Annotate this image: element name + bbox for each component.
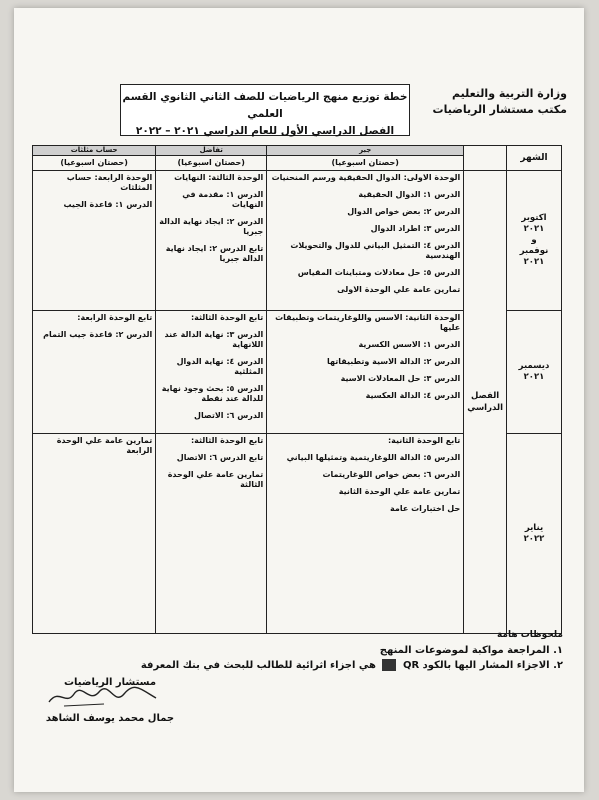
trig-cell	[33, 311, 156, 434]
cell-text: تمارين عامة علي الوحدة الثالثة	[167, 470, 264, 489]
month-cell	[507, 171, 562, 311]
cell-text: الوحدة الثالثة: النهايات	[174, 173, 264, 182]
cell-text: الدرس ١: قاعدة الجيب	[63, 200, 153, 209]
plan-title-box	[120, 84, 410, 136]
cell-text: الدرس ٥: حل معادلات ومتباينات المقياس	[297, 268, 461, 277]
calculus-cell	[156, 171, 267, 311]
notes-section	[141, 628, 563, 673]
notes-heading: ملحوظات هامة	[496, 630, 563, 640]
signer-name: جمال محمد يوسف الشاهد	[45, 713, 175, 724]
cell-text: الدرس ٤: نهاية الدوال المثلثية	[176, 357, 264, 376]
plan-subtitle: الفصل الدراسي الأول للعام الدراسي ٢٠٢١ – ٢٠٢٢	[135, 125, 395, 137]
cell-text: تابع الدرس ٦: الاتصال	[176, 453, 264, 462]
cell-text: تابع الوحدة الثالثة:	[190, 436, 264, 445]
cell-text: الدرس ٥: بحث وجود نهاية للدالة عند نقطة	[161, 384, 264, 403]
calculus-cell	[156, 434, 267, 634]
note-item: ١. المراجعة مواكبة لموضوعات المنهج	[379, 645, 563, 656]
semester-header	[464, 146, 507, 171]
algebra-cell	[267, 311, 464, 434]
month-cell	[507, 434, 562, 634]
cell-text: الدرس ٣: حل المعادلات الاسية	[340, 374, 461, 383]
cell-text: الدرس ٢: بعض خواص الدوال	[347, 207, 461, 216]
cell-text: الدرس ٥: الدالة اللوغاريتمية وتمثيلها البياني	[286, 453, 461, 462]
cell-text: الدرس ٢: الدالة الاسية وتطبيقاتها	[326, 357, 461, 366]
semester-cell	[464, 171, 507, 634]
table-header-row	[33, 146, 562, 156]
cell-text: الدرس ٤: الدالة العكسية	[365, 391, 461, 400]
month-name: يناير	[524, 522, 544, 533]
month-name: نوفمبر	[519, 246, 549, 256]
table-row	[33, 171, 562, 311]
month-conjunction: و	[531, 235, 537, 245]
cell-text: تمارين عامة علي الوحدة الاولى	[337, 285, 461, 294]
handwritten-signature-icon	[44, 684, 164, 710]
calculus-header: تفاضل	[156, 146, 267, 156]
month-header: الشهر	[507, 146, 562, 171]
month-cell	[507, 311, 562, 434]
month-year: ٢٠٢٢	[523, 533, 545, 544]
note-text: ٢. الاجزاء المشار اليها بالكود	[422, 660, 563, 671]
qr-code-icon	[382, 659, 396, 671]
trig-sessions: (حصتان اسبوعيا)	[33, 156, 156, 171]
trig-cell	[33, 434, 156, 634]
month-name: ديسمبر	[518, 361, 550, 371]
cell-text: الدرس ٦: الاتصال	[194, 411, 264, 420]
month-year: ٢٠٢١	[523, 224, 545, 234]
month-year: ٢٠٢١	[523, 257, 545, 267]
month-year: ٢٠٢١	[523, 372, 545, 382]
cell-text: الدرس ٢: ايجاد نهاية الدالة جبريا	[159, 217, 264, 236]
algebra-cell	[267, 171, 464, 311]
calculus-cell	[156, 311, 267, 434]
note-text: هي اجزاء اثرائية للطالب للبحث في بنك المعرفة	[140, 660, 376, 671]
cell-text: تمارين عامة علي الوحدة الرابعة	[56, 436, 153, 455]
calculus-sessions: (حصتان اسبوعيا)	[156, 156, 267, 171]
cell-text: الدرس ٣: اطراد الدوال	[370, 224, 461, 233]
cell-text: الوحدة الثانية: الاسس واللوغاريتمات وتطبيقات عليها	[275, 313, 461, 332]
ministry-header	[433, 86, 567, 118]
cell-text: تابع الدرس ٢: ايجاد نهاية الدالة جبريا	[165, 244, 264, 263]
cell-text: الوحدة الرابعة: حساب المثلثات	[66, 173, 153, 192]
cell-text: الدرس ١: مقدمة في النهايات	[182, 190, 264, 209]
cell-text: تابع الوحدة الثانية:	[387, 436, 461, 445]
algebra-sessions: (حصتان اسبوعيا)	[267, 156, 464, 171]
plan-title: خطة توزيع منهج الرياضيات للصف الثاني الثانوي القسم العلمي	[122, 91, 408, 120]
office-name: مكتب مستشار الرياضيات	[432, 103, 567, 116]
trig-cell	[33, 171, 156, 311]
qr-label: QR	[402, 660, 420, 671]
cell-text: الدرس ٣: نهاية الدالة عند اللانهاية	[164, 330, 264, 349]
cell-text: الدرس ١: الاسس الكسرية	[358, 340, 461, 349]
semester-label: الفصل الدراسي	[467, 391, 503, 413]
cell-text: الدرس ٤: التمثيل البياني للدوال والتحويلات الهندسية	[290, 241, 461, 260]
cell-text: تابع الوحدة الثالثة:	[190, 313, 264, 322]
cell-text: حل اختبارات عامة	[390, 504, 461, 513]
trig-header: حساب مثلثات	[33, 146, 156, 156]
cell-text: الدرس ٦: بعض خواص اللوغاريتمات	[322, 470, 461, 479]
cell-text: الدرس ٢: قاعدة جيب التمام	[43, 330, 153, 339]
note-item	[141, 658, 563, 673]
cell-text: تابع الوحدة الرابعة:	[77, 313, 153, 322]
cell-text: تمارين عامة علي الوحدة الثانية	[338, 487, 461, 496]
signer-role: مستشار الرياضيات	[63, 677, 157, 688]
algebra-header: جبر	[267, 146, 464, 156]
month-name: اكتوبر	[521, 213, 547, 223]
algebra-cell	[267, 434, 464, 634]
ministry-name: وزارة التربية والتعليم	[452, 87, 567, 100]
cell-text: الدرس ١: الدوال الحقيقية	[358, 190, 461, 199]
curriculum-table	[32, 145, 562, 634]
cell-text: الوحدة الاولى: الدوال الحقيقية ورسم المنحنيات	[271, 173, 461, 182]
